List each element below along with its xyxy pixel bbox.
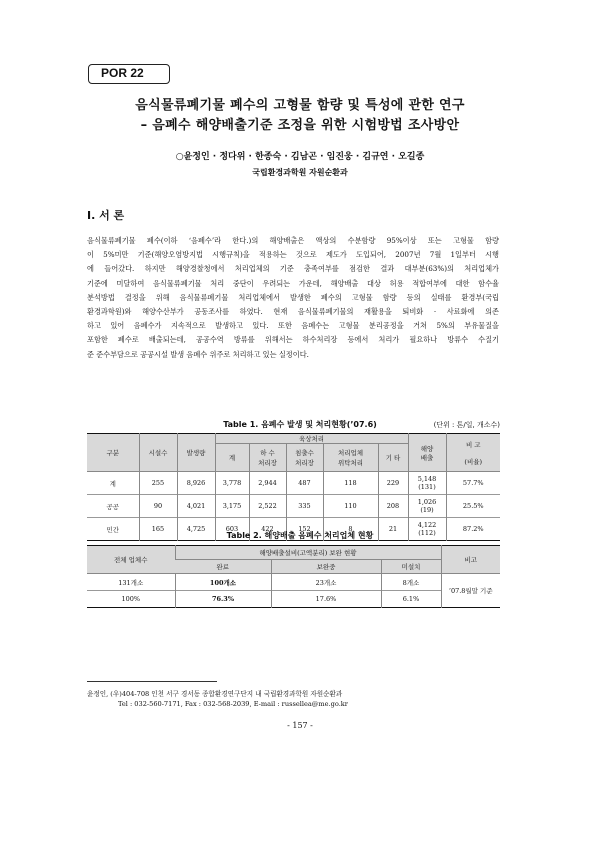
cell-sewage: 2,944 [249,472,286,495]
cell-category: 민간 [87,518,139,541]
cell-leachate: 152 [286,518,323,541]
col-header-generation: 발생량 [177,434,215,472]
cell-consign: 118 [323,472,378,495]
col-header-not-installed: 미설치 [381,560,441,574]
cell-facilities: 165 [139,518,177,541]
col-header-ocean-discharge: 해양 배출 [408,434,446,472]
page-number: - 157 - [287,721,313,730]
cell-generation: 8,926 [177,472,215,495]
body-line: 포함한 폐수로 배출되는데, 공공수역 방류를 위해서는 하수처리장 등에서 처리가 필요하나 방류수 수질기 [87,335,499,345]
cell-other: 208 [378,495,408,518]
col-header-land-treatment: 육상처리 [215,434,408,444]
body-line: 분석방법 결정을 위해 음식물류폐기물 처리업체에서 발생한 폐수의 고형물 함량 등의 실태를 환경부(국립 [87,292,499,302]
paper-subtitle: – 음폐수 해양배출기준 조정을 위한 시험방법 조사방안 [140,118,460,133]
cell-done: 76.3% [175,591,271,608]
cell-leachate: 335 [286,495,323,518]
col-header-consignment: 처리업체 위탁처리 [323,444,378,472]
paper-code-badge: POR 22 [88,64,170,84]
footnote-contact: Tel : 032-560-7171, Fax : 032-568-2039, E-mail : russellea@me.go.kr [118,700,348,708]
cell-facilities: 255 [139,472,177,495]
col-header-sewage-plant: 하 수 처리장 [249,444,286,472]
cell-in-progress: 17.6% [271,591,381,608]
paper-title: 음식물류폐기물 폐수의 고형물 함량 및 특성에 관한 연구 [135,98,465,113]
cell-done: 100개소 [175,574,271,591]
body-line: 기준에 미달하여 음식물류폐기물 처리 중단이 우려되는 가운데, 해양배출 대상 허용 적합여부에 대한 함수율 [87,278,499,288]
table-row [87,472,500,495]
col-header-done: 완료 [175,560,271,574]
cell-other: 229 [378,472,408,495]
col-header-other: 기 타 [378,444,408,472]
cell-sum: 3,175 [215,495,249,518]
table1-caption: Table 1. 음폐수 발생 및 처리현황(’07.6) [223,420,377,429]
cell-category: 계 [87,472,139,495]
col-header-total: 전체 업체수 [87,546,175,574]
cell-category: 공공 [87,495,139,518]
col-header-category: 구분 [87,434,139,472]
col-header-facilities: 시설수 [139,434,177,472]
cell-not-installed: 6.1% [381,591,441,608]
cell-not-installed: 8개소 [381,574,441,591]
cell-in-progress: 23개소 [271,574,381,591]
affiliation: 국립환경과학원 자원순환과 [252,168,348,177]
introduction-paragraph [87,234,499,362]
body-line: 에 들어갔다. 하지만 해양경찰청에서 처리업체의 기준 충족여부를 점검한 결과 대부분(63%)의 처리업체가 [87,264,499,274]
cell-ratio: 87.2% [446,518,500,541]
author-list: ○윤정인 · 정다위 · 한종숙 · 김남곤 · 임진웅 · 김규연 · 오길종 [175,152,425,162]
footnote-address: 윤정인, (우)404-708 인천 서구 경서동 종합환경연구단지 내 국립환경과학원 자원순환과 [87,690,343,698]
body-line: 하고 있어 음폐수가 지속적으로 발생하고 있다. 또한 음폐수는 고형물 분리공정을 거쳐 5%의 부유물질을 [87,321,499,331]
cell-other: 21 [378,518,408,541]
body-line: 이 5%미만 기준(해양오염방지법 시행규칙)을 적용하는 것으로 제도가 도입되어, 2007년 7월 1일부터 시행 [87,250,499,260]
cell-generation: 4,725 [177,518,215,541]
cell-total: 131개소 [87,574,175,591]
col-header-in-progress: 보완중 [271,560,381,574]
table1-unit-note: (단위 : 톤/일, 개소수) [433,421,500,429]
table-row [87,591,500,608]
cell-leachate: 487 [286,472,323,495]
footnote-divider [87,681,217,682]
section-heading: Ⅰ. 서 론 [87,209,125,222]
table2-ocean-discharge-status [87,545,500,608]
cell-ocean: 4,122 (112) [408,518,446,541]
cell-ocean: 1,026 (19) [408,495,446,518]
table-row [87,574,500,591]
cell-consign: 8 [323,518,378,541]
cell-sum: 603 [215,518,249,541]
body-line: 환경과학원)와 해양수산부가 공동조사를 하였다. 현재 음식물류폐기물의 재활용을 퇴비화 · 사료화에 의존 [87,307,499,317]
col-header-ratio: 비 고 (비율) [446,434,500,472]
col-header-supplement-status: 해양배출설비(고액분리) 보완 현황 [175,546,441,560]
cell-generation: 4,021 [177,495,215,518]
table2-caption: Table 2. 해양배출 음폐수 처리업체 현황 [226,531,374,540]
col-header-remark: 비고 [441,546,500,574]
cell-total: 100% [87,591,175,608]
body-line: 준 준수부담으로 공공시설 발생 음폐수 위주로 처리하고 있는 실정이다. [87,349,309,359]
cell-ratio: 57.7% [446,472,500,495]
col-header-sum: 계 [215,444,249,472]
cell-sum: 3,778 [215,472,249,495]
body-line: 음식물류폐기물 폐수(이하 ‘음폐수’라 한다.)의 해양배출은 액상의 수분함량 95%이상 또는 고형물 함량 [87,236,499,245]
table-row [87,495,500,518]
cell-sewage: 2,522 [249,495,286,518]
cell-sewage: 422 [249,518,286,541]
col-header-leachate-plant: 침출수 처리장 [286,444,323,472]
table1-wastewater-generation [87,433,500,541]
cell-remark: ’07.8월말 기준 [441,574,500,608]
cell-facilities: 90 [139,495,177,518]
cell-ocean: 5,148 (131) [408,472,446,495]
cell-ratio: 25.5% [446,495,500,518]
cell-consign: 110 [323,495,378,518]
